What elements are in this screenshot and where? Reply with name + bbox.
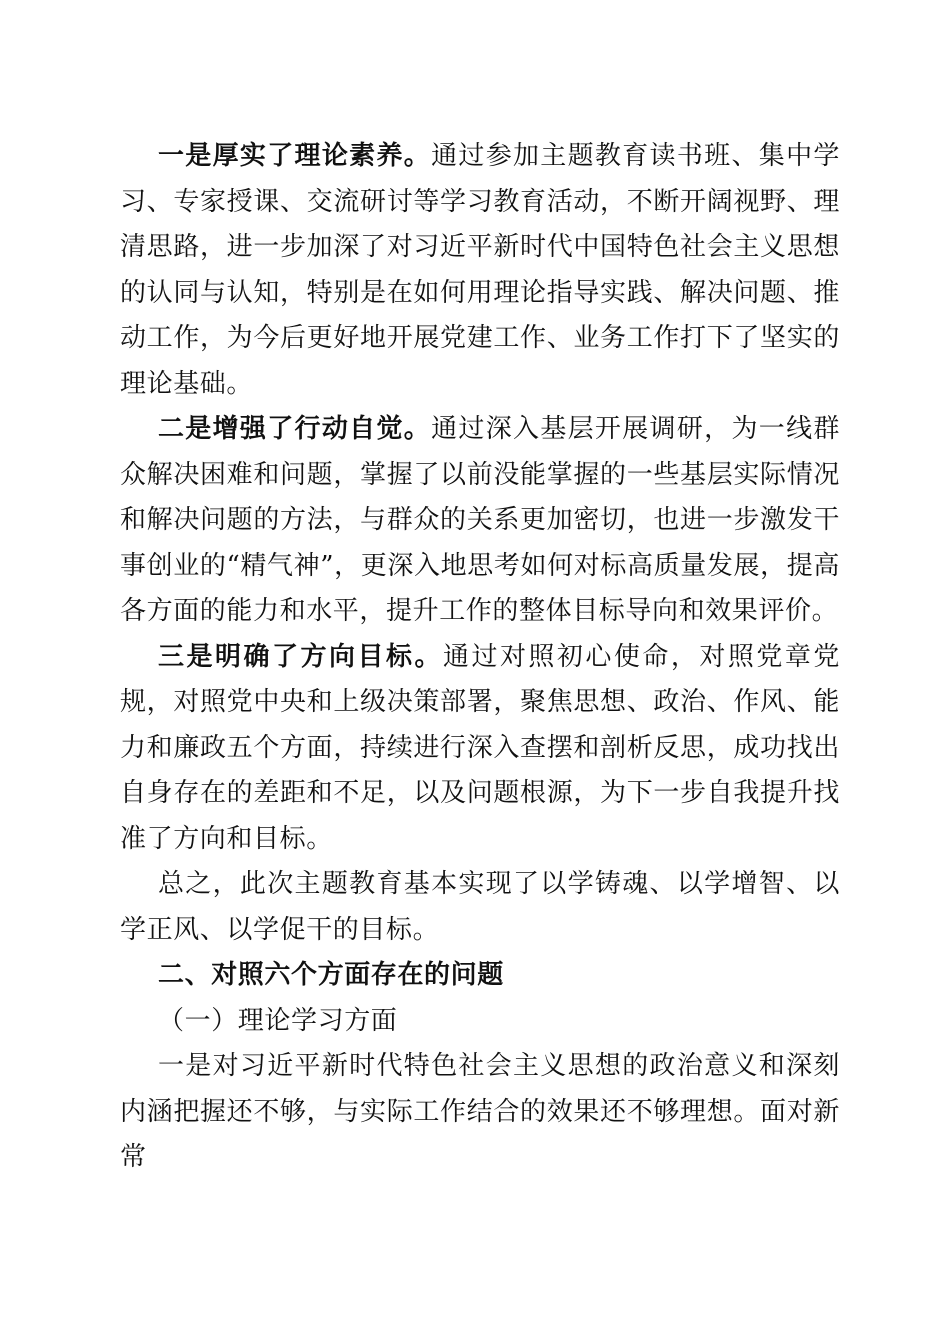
paragraph-lead: 二是增强了行动自觉。	[158, 414, 432, 444]
paragraph-summary: 总之，此次主题教育基本实现了以学铸魂、以学增智、以学正风、以学促干的目标。	[120, 869, 840, 945]
paragraph-text: 通过对照初心使命，对照党章党规，对照党中央和上级决策部署，聚焦思想、政治、作风、能力和廉政五个方面，持续进行深入查摆和剖析反思，成功找出自身存在的差距和不足，以及问题根源，为下一步自我提升找准了方向和目标。	[120, 641, 840, 854]
document-body	[120, 134, 840, 1181]
paragraph-theory	[120, 134, 840, 407]
section-heading: 二、对照六个方面存在的问题	[158, 960, 504, 990]
paragraph-text: 通过深入基层开展调研，为一线群众解决困难和问题，掌握了以前没能掌握的一些基层实际情况和解决问题的方法，与群众的关系更加密切，也进一步激发干事创业的“精气神”，更深入地思考如何对标高质量发展，提高各方面的能力和水平，提升工作的整体目标导向和效果评价。	[120, 414, 840, 626]
paragraph-text: 通过参加主题教育读书班、集中学习、专家授课、交流研讨等学习教育活动，不断开阔视野、理清思路，进一步加深了对习近平新时代中国特色社会主义思想的认同与认知，特别是在如何用理论指导实践、解决问题、推动工作，为今后更好地开展党建工作、业务工作打下了坚实的理论基础。	[120, 141, 840, 399]
subsection-heading: （一）理论学习方面	[158, 1005, 398, 1036]
paragraph-action	[120, 407, 840, 635]
paragraph-lead: 三是明确了方向目标。	[158, 641, 443, 672]
paragraph-lead: 一是厚实了理论素养。	[158, 141, 432, 171]
paragraph-last: 一是对习近平新时代特色社会主义思想的政治意义和深刻内涵把握还不够，与实际工作结合的效果还不够理想。面对新常	[120, 1051, 840, 1172]
paragraph-direction	[120, 635, 840, 863]
